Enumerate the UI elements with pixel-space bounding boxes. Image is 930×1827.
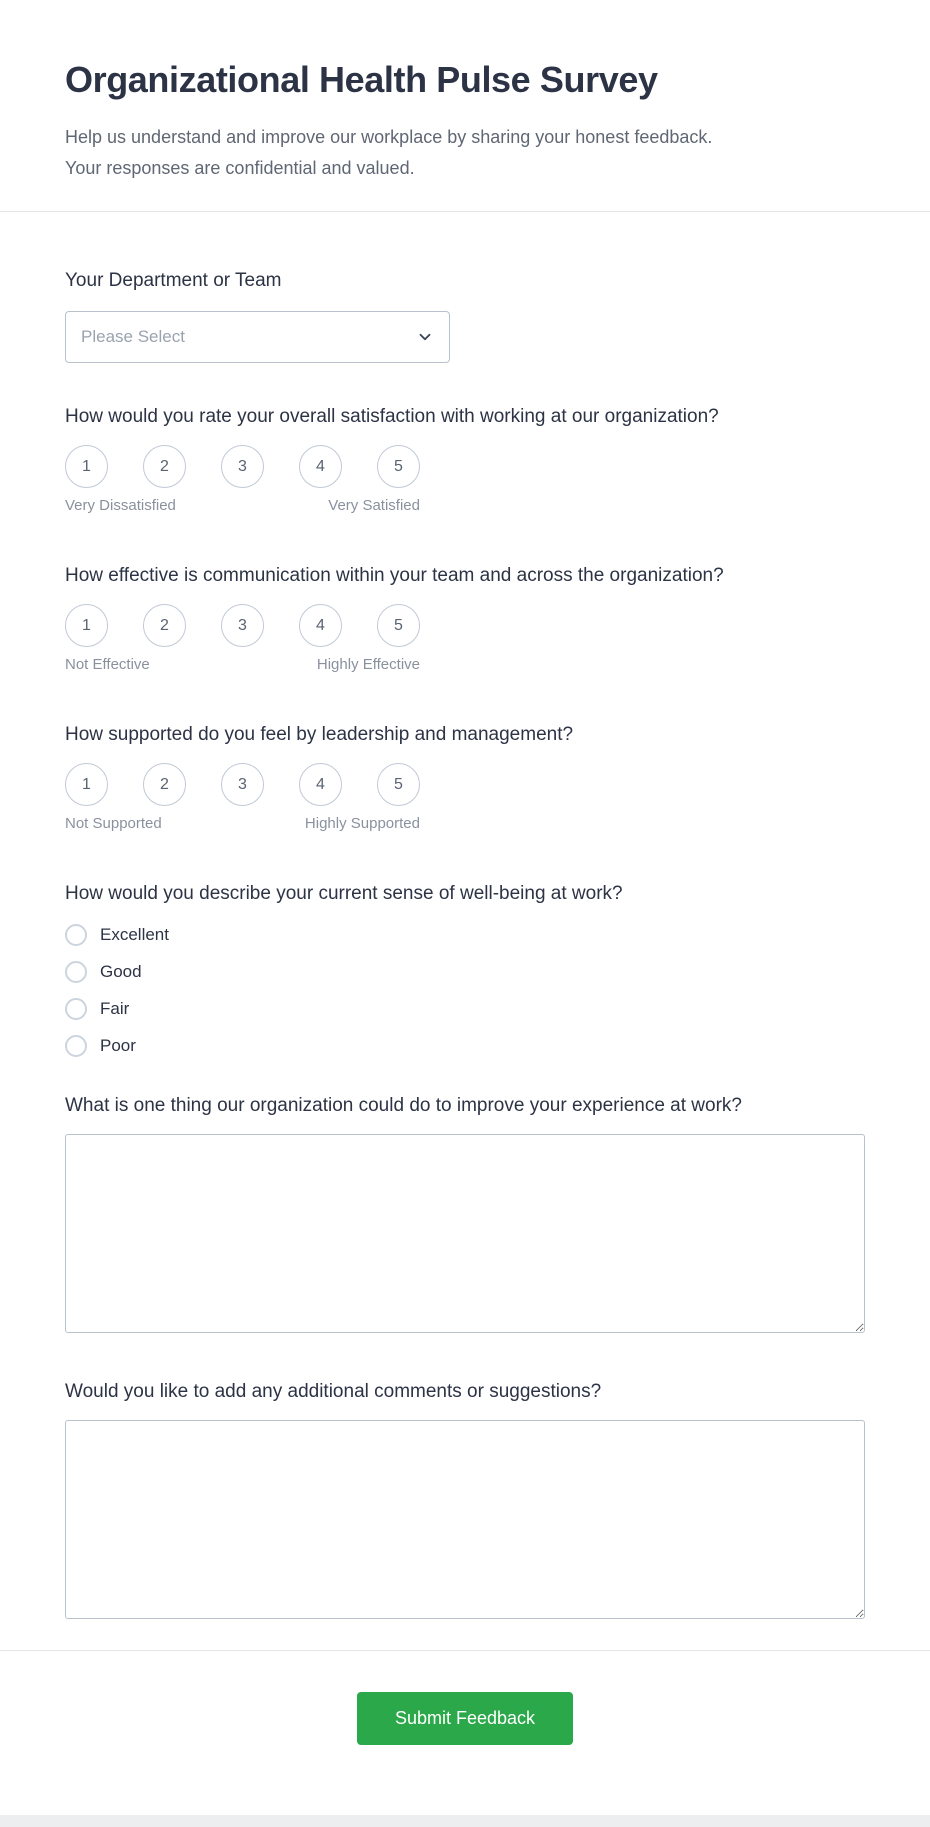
scale-option-3[interactable]: 3 (221, 445, 264, 488)
page-subtitle-line: Your responses are confidential and valued. (65, 158, 415, 178)
scale-option-1[interactable]: 1 (65, 445, 108, 488)
department-select-value: Please Select (81, 327, 185, 346)
scale-options (65, 763, 865, 806)
radio-label: Poor (100, 1036, 136, 1055)
scale-option-2[interactable]: 2 (143, 604, 186, 647)
scale-question-communication (65, 564, 865, 674)
scale-option-4[interactable]: 4 (299, 604, 342, 647)
scale-option-4[interactable]: 4 (299, 445, 342, 488)
scale-max-label: Highly Supported (304, 815, 420, 832)
page-subtitle (65, 122, 865, 184)
form-body (0, 212, 930, 1619)
radio-circle[interactable] (65, 961, 87, 983)
question-text: How would you describe your current sense of well-being at work? (65, 883, 623, 904)
survey-header (0, 0, 930, 211)
scale-option-5[interactable]: 5 (377, 445, 420, 488)
improvement-textarea[interactable] (65, 1134, 865, 1333)
question-text: Would you like to add any additional comments or suggestions? (65, 1381, 602, 1402)
scale-min-label: Very Dissatisfied (65, 497, 176, 514)
scale-option-5[interactable]: 5 (377, 763, 420, 806)
chevron-down-icon (416, 328, 434, 346)
comments-question (65, 1380, 865, 1619)
scale-option-5[interactable]: 5 (377, 604, 420, 647)
radio-option-good[interactable] (65, 961, 865, 983)
radio-option-excellent[interactable] (65, 924, 865, 946)
scale-option-2[interactable]: 2 (143, 445, 186, 488)
question-text: How supported do you feel by leadership and management? (65, 724, 574, 745)
scale-max-label: Very Satisfied (328, 497, 420, 514)
radio-label: Excellent (100, 925, 169, 944)
scale-question-support (65, 723, 865, 833)
question-text: How effective is communication within your team and across the organization? (65, 565, 724, 586)
department-label: Your Department or Team (65, 270, 282, 291)
scale-option-4[interactable]: 4 (299, 763, 342, 806)
department-field (65, 269, 865, 363)
radio-option-poor[interactable] (65, 1035, 865, 1057)
scale-min-label: Not Supported (65, 815, 162, 832)
scale-min-label: Not Effective (65, 656, 150, 673)
department-select[interactable] (65, 311, 450, 363)
scale-option-1[interactable]: 1 (65, 604, 108, 647)
radio-label: Fair (100, 999, 130, 1018)
page-subtitle-line: Help us understand and improve our workplace by sharing your honest feedback. (65, 127, 713, 147)
radio-option-fair[interactable] (65, 998, 865, 1020)
question-text: How would you rate your overall satisfaction with working at our organization? (65, 406, 719, 427)
page-background (0, 1815, 930, 1827)
scale-options (65, 604, 865, 647)
scale-labels (65, 497, 420, 515)
wellbeing-question (65, 882, 865, 1057)
radio-circle[interactable] (65, 998, 87, 1020)
question-text: What is one thing our organization could do to improve your experience at work? (65, 1095, 742, 1116)
radio-label: Good (100, 962, 142, 981)
scale-option-3[interactable]: 3 (221, 604, 264, 647)
page-title: Organizational Health Pulse Survey (65, 59, 658, 100)
scale-options (65, 445, 865, 488)
form-footer (0, 1651, 930, 1806)
scale-option-1[interactable]: 1 (65, 763, 108, 806)
radio-circle[interactable] (65, 1035, 87, 1057)
scale-question-satisfaction (65, 405, 865, 515)
radio-circle[interactable] (65, 924, 87, 946)
submit-button[interactable]: Submit Feedback (357, 1692, 573, 1745)
scale-option-3[interactable]: 3 (221, 763, 264, 806)
scale-max-label: Highly Effective (316, 656, 420, 673)
comments-textarea[interactable] (65, 1420, 865, 1619)
scale-labels (65, 656, 420, 674)
scale-option-2[interactable]: 2 (143, 763, 186, 806)
improvement-question (65, 1094, 865, 1333)
scale-labels (65, 815, 420, 833)
